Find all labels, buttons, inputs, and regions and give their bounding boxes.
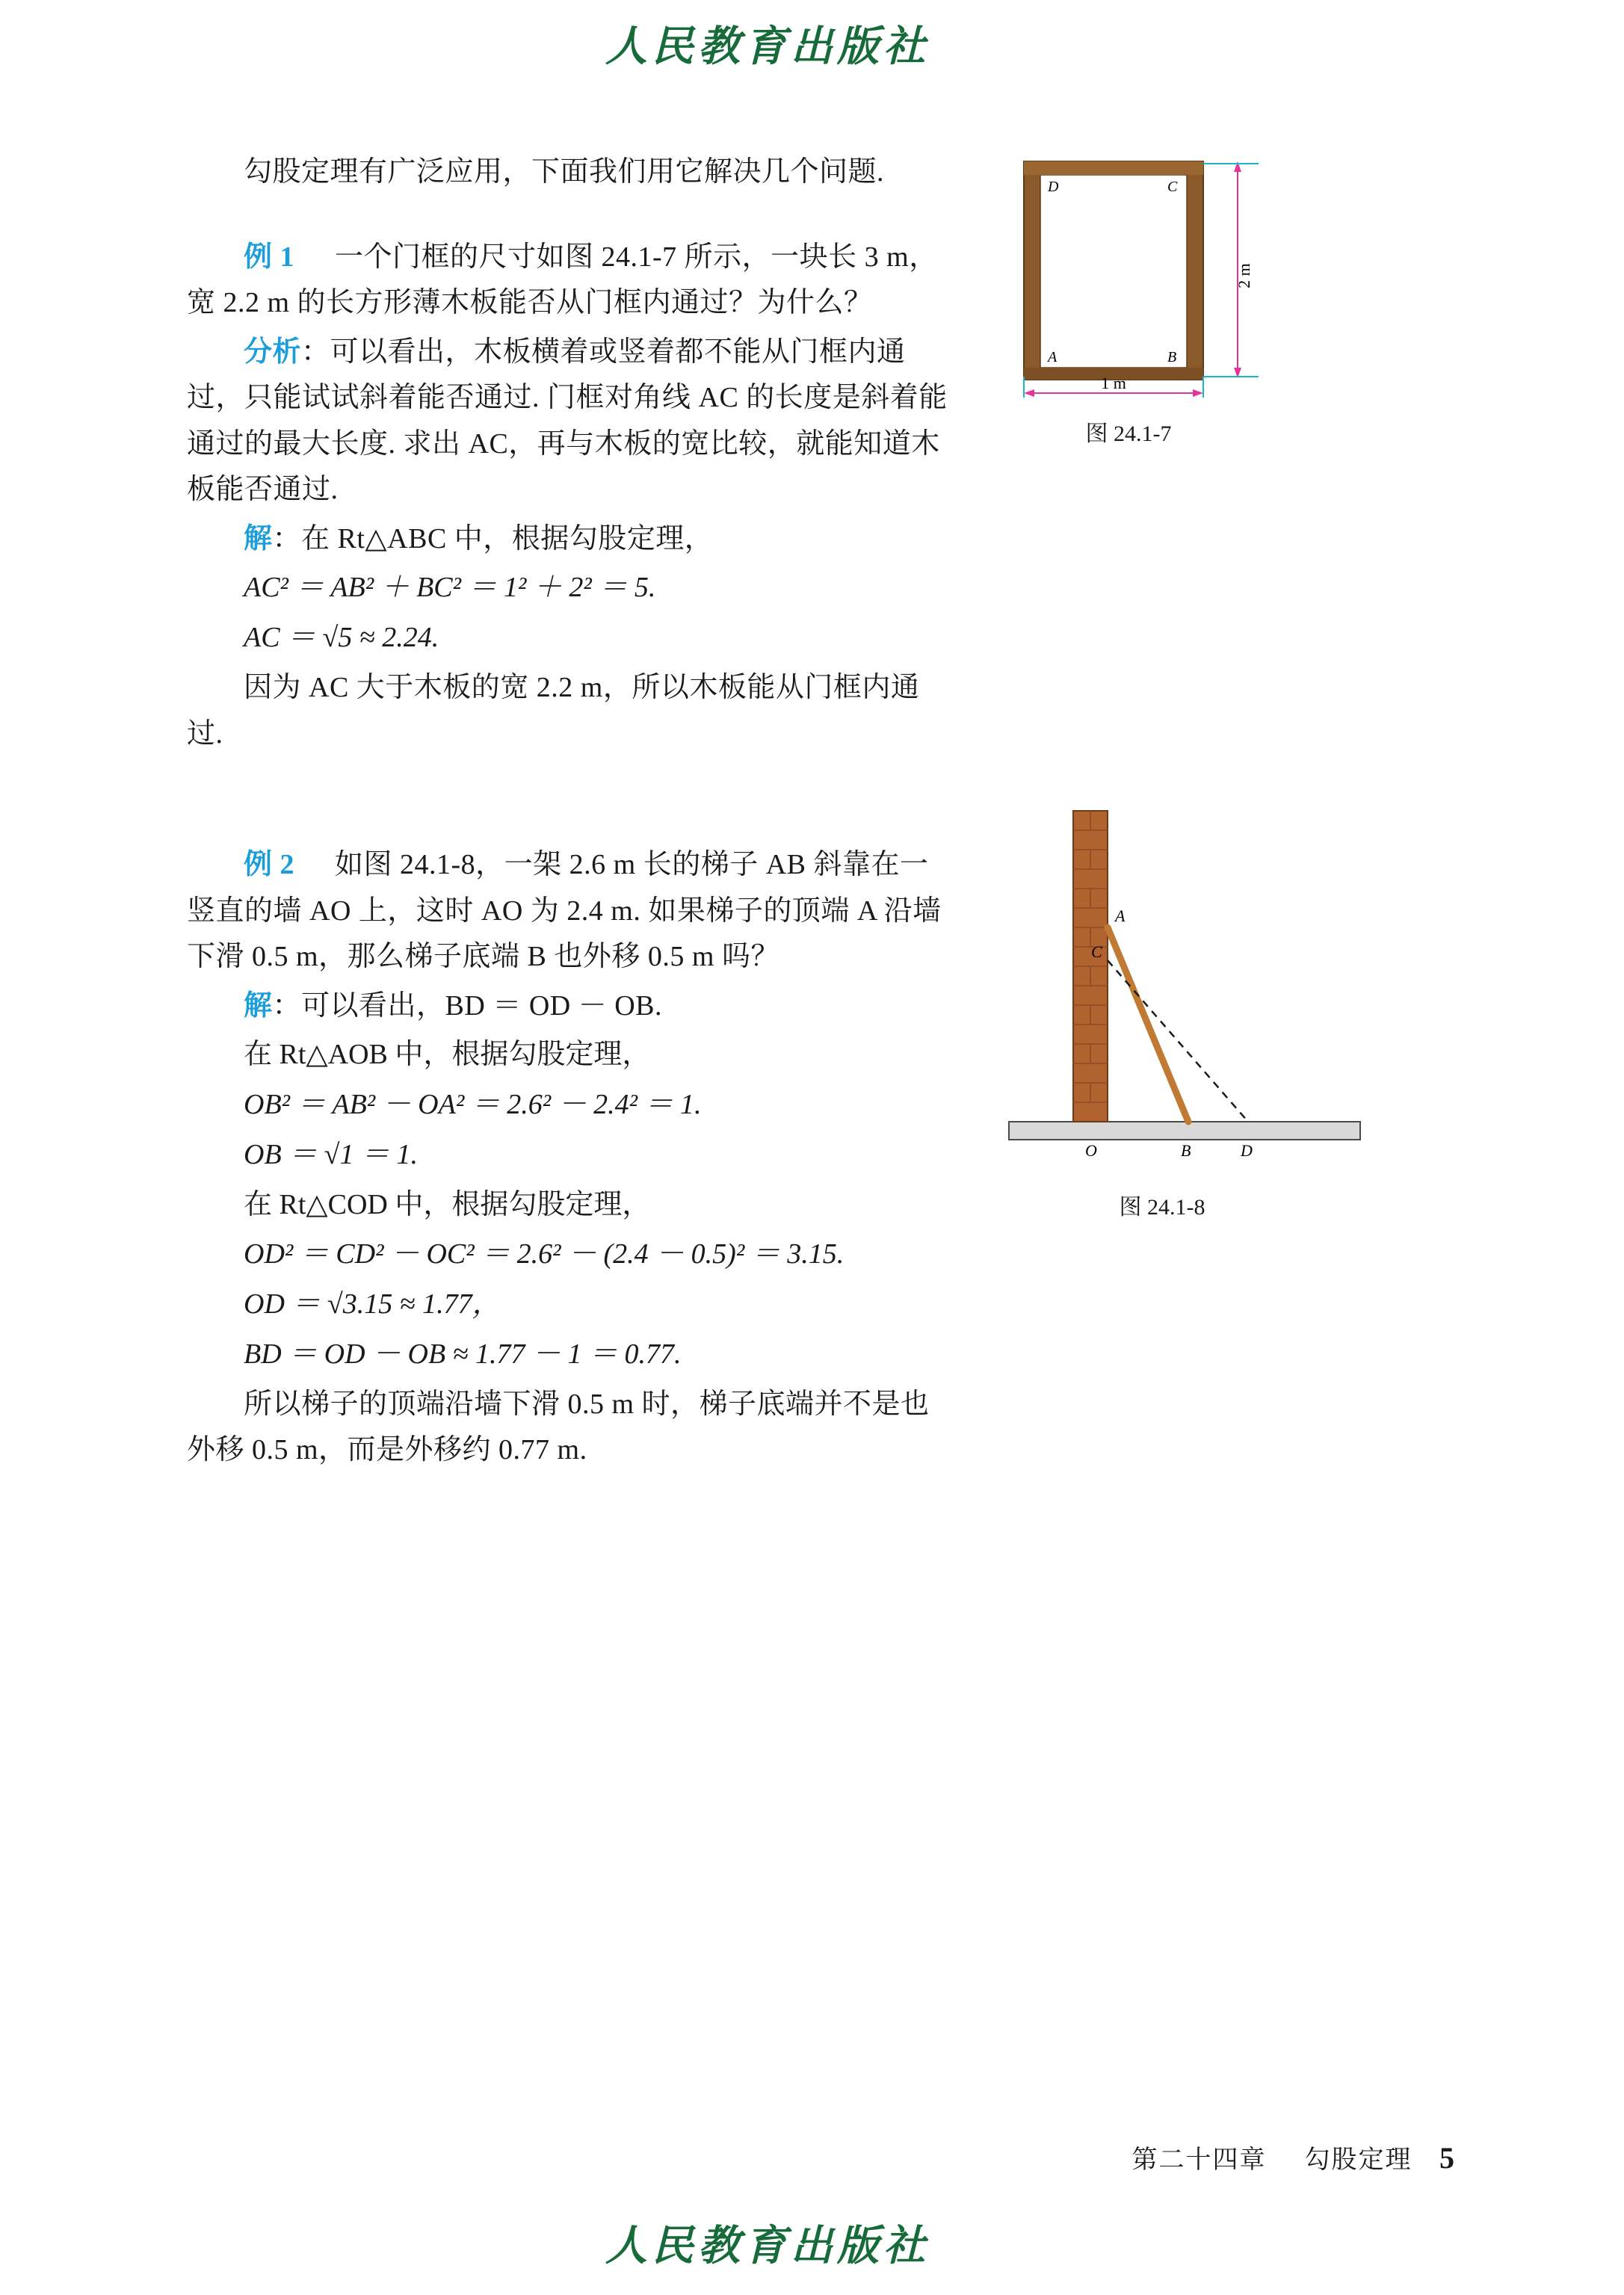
example2-line5: 在 Rt△COD 中，根据勾股定理，	[244, 1188, 651, 1220]
example2-statement-paragraph	[187, 842, 949, 980]
solution-label-1: 解	[244, 522, 273, 555]
footer-chapter-title: 勾股定理	[1304, 2146, 1412, 2174]
label-C2: C	[1091, 942, 1102, 961]
example2-equation-1: OB² ＝ AB² － OA² ＝ 2.6² － 2.4² ＝ 1.	[244, 1089, 702, 1121]
label-A: A	[1048, 349, 1058, 365]
example1-equation-1: AC² ＝ AB² ＋ BC² ＝ 1² ＋ 2² ＝ 5.	[244, 572, 656, 604]
page-number: 5	[1439, 2141, 1456, 2175]
height-dim-label: 2 m	[1235, 263, 1253, 288]
label-D: D	[1048, 179, 1059, 195]
figure-24-1-8-caption: 图 24.1-8	[1119, 1195, 1205, 1220]
example2-line2: 在 Rt△AOB 中，根据勾股定理，	[244, 1039, 651, 1071]
example1-equation-2: AC ＝ √5 ≈ 2.24.	[244, 622, 439, 654]
example2-conclusion: 所以梯子的顶端沿墙下滑 0.5 m 时，梯子底端并不是也外移 0.5 m，而是外移约 0.77 m.	[187, 1388, 930, 1466]
label-D2: D	[1241, 1141, 1253, 1160]
door-frame-diagram	[1001, 152, 1420, 399]
example1-statement-paragraph	[187, 235, 949, 327]
solution-colon-2: ：	[272, 989, 302, 1022]
example1-statement: 一个门框的尺寸如图 24.1-7 所示，一块长 3 m，宽 2.2 m 的长方形薄木板能否从门框内通过？为什么？	[187, 241, 938, 319]
label-C: C	[1167, 179, 1178, 195]
figure-24-1-7-caption: 图 24.1-7	[1085, 421, 1172, 446]
analysis-colon: ：	[301, 336, 330, 368]
example2-equation-2: OB ＝ √1 ＝ 1.	[244, 1138, 419, 1170]
example2-equation-5: BD ＝ OD － OB ≈ 1.77 － 1 ＝ 0.77.	[244, 1338, 682, 1371]
spacer	[187, 199, 949, 235]
publisher-logo-top: 人民教育出版社	[605, 22, 930, 71]
intro-paragraph: 勾股定理有广泛应用，下面我们用它解决几个问题.	[244, 156, 885, 188]
frame-top-rail	[1024, 161, 1203, 175]
example2-equation-4: OD ＝ √3.15 ≈ 1.77，	[244, 1288, 501, 1321]
ladder-wall-diagram	[1001, 799, 1420, 1173]
spacer-2	[187, 760, 949, 842]
figure-column	[1001, 149, 1457, 1221]
example2-label: 例 2	[244, 849, 295, 881]
label-B: B	[1167, 349, 1177, 365]
example1-label: 例 1	[244, 241, 295, 273]
example2-statement: 如图 24.1-8，一架 2.6 m 长的梯子 AB 斜靠在一竖直的墙 AO 上，这时 AO 为 2.4 m. 如果梯子的顶端 A 沿墙下滑 0.5 m，那么梯子底端 B 也外移 0.5 m 吗？	[187, 849, 942, 973]
example1-conclusion: 因为 AC 大于木板的宽 2.2 m，所以木板能从门框内通过.	[187, 671, 920, 750]
example1-solution-line1-paragraph	[187, 516, 949, 563]
door-opening	[1040, 175, 1187, 368]
example2-equation-3: OD² ＝ CD² － OC² ＝ 2.6² － (2.4 － 0.5)² ＝ 3.15.	[244, 1238, 845, 1270]
ground-strip	[1009, 1122, 1360, 1140]
label-A2: A	[1115, 906, 1126, 925]
example1-analysis-text: 可以看出，木板横着或竖着都不能从门框内通过，只能试试斜着能否通过. 门框对角线 AC 的长度是斜着能通过的最大长度. 求出 AC，再与木板的宽比较，就能知道木板能否通过.	[187, 336, 948, 506]
running-footer	[1132, 2139, 1457, 2175]
solution-colon-1: ：	[272, 522, 302, 555]
example1-analysis-paragraph	[187, 330, 949, 513]
ladder-AB	[1108, 927, 1188, 1122]
width-dim-label: 1 m	[1101, 374, 1126, 392]
figure-24-1-8	[1001, 799, 1457, 1221]
footer-chapter: 第二十四章	[1131, 2146, 1267, 2174]
example1-solution-line1: 在 Rt△ABC 中，根据勾股定理，	[301, 522, 714, 555]
example2-solution-line1-paragraph	[187, 983, 949, 1030]
label-B2: B	[1181, 1141, 1191, 1160]
width-arrow-right	[1193, 389, 1203, 397]
example2-line1: 可以看出，BD ＝ OD － OB.	[301, 989, 662, 1022]
label-O2: O	[1085, 1141, 1097, 1160]
text-column	[187, 149, 949, 1477]
solution-label-2: 解	[244, 989, 273, 1022]
width-arrow-left	[1024, 389, 1034, 397]
publisher-logo-bottom: 人民教育出版社	[605, 2221, 930, 2270]
figure-24-1-7	[1001, 152, 1457, 448]
analysis-label: 分析	[244, 336, 302, 368]
